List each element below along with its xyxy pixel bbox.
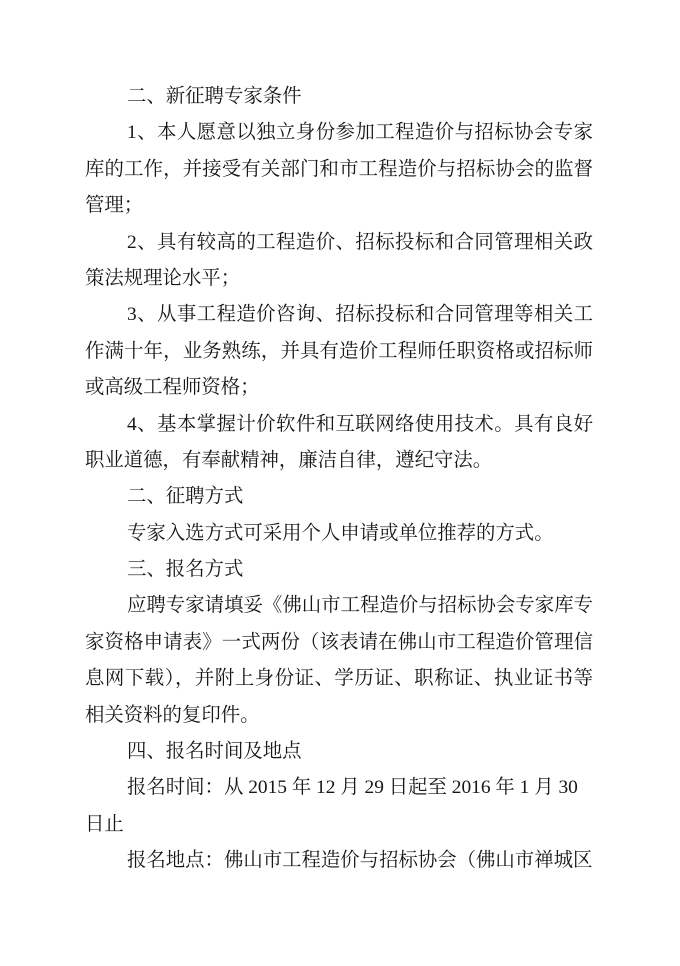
section-heading: 三、报名方式	[127, 559, 244, 581]
doc-line: 管理；	[85, 195, 144, 217]
doc-line: 1、本人愿意以独立身份参加工程造价与招标协会专家	[127, 122, 593, 144]
doc-line: 家资格申请表》一式两份（该表请在佛山市工程造价管理信	[85, 631, 593, 653]
doc-line: 策法规理论水平；	[85, 267, 241, 289]
doc-line: 相关资料的复印件。	[85, 704, 260, 726]
doc-line: 息网下载），并附上身份证、学历证、职称证、执业证书等	[85, 668, 593, 690]
section-heading: 四、报名时间及地点	[127, 741, 302, 763]
doc-line: 或高级工程师资格；	[85, 377, 260, 399]
section-heading: 二、征聘方式	[127, 486, 244, 508]
doc-line: 4、基本掌握计价软件和互联网络使用技术。具有良好	[127, 413, 593, 435]
doc-line: 2、具有较高的工程造价、招标投标和合同管理相关政	[127, 231, 593, 253]
doc-line: 3、从事工程造价咨询、招标投标和合同管理等相关工	[127, 304, 593, 326]
document-body	[85, 79, 593, 880]
doc-line: 报名时间：从 2015 年 12 月 29 日起至 2016 年 1 月 30	[127, 777, 578, 799]
doc-line: 日止	[85, 813, 124, 835]
section-heading: 二、新征聘专家条件	[127, 86, 302, 107]
doc-line: 作满十年，业务熟练，并具有造价工程师任职资格或招标师	[85, 340, 593, 362]
doc-line: 职业道德，有奉献精神，廉洁自律，遵纪守法。	[85, 449, 493, 471]
doc-line: 库的工作，并接受有关部门和市工程造价与招标协会的监督	[85, 158, 593, 180]
doc-line: 专家入选方式可采用个人申请或单位推荐的方式。	[127, 522, 554, 544]
doc-line: 报名地点：佛山市工程造价与招标协会（佛山市禅城区	[127, 850, 593, 872]
doc-line: 应聘专家请填妥《佛山市工程造价与招标协会专家库专	[127, 595, 593, 617]
